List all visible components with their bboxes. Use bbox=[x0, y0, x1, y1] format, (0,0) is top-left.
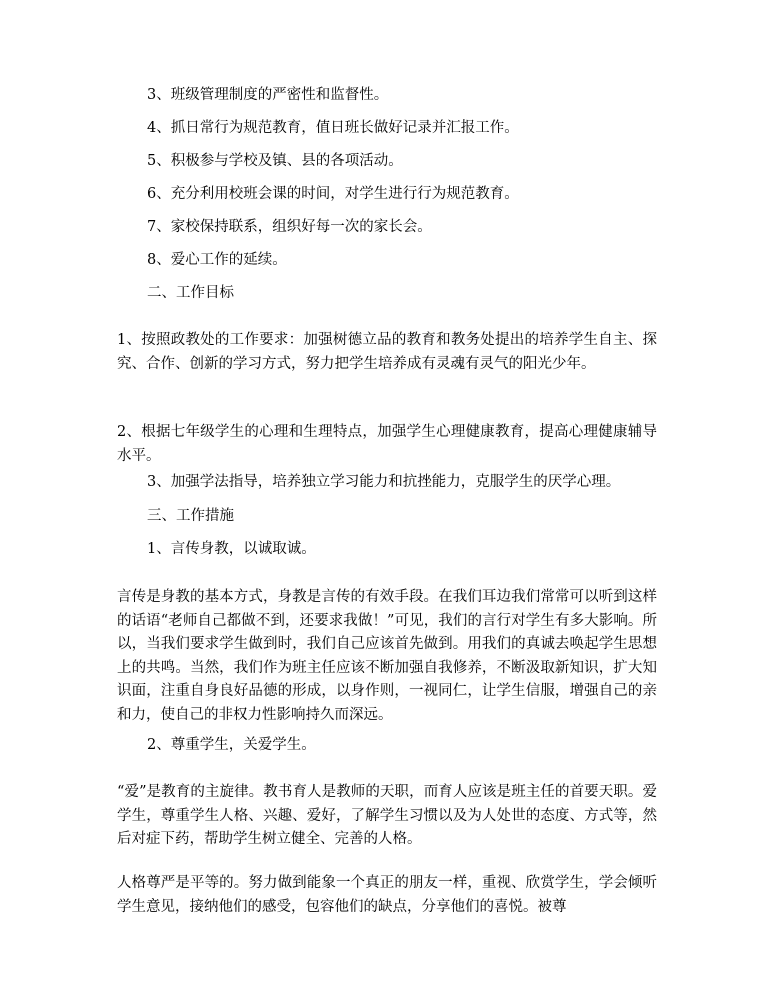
section-heading-goals: 二、工作目标 bbox=[147, 285, 234, 301]
goal-paragraph-2: 2、根据七年级学生的心理和生理特点，加强学生心理健康教育，提高心理健康辅导水平。 bbox=[117, 424, 657, 464]
measure-2-paragraph-2: 人格尊严是平等的。努力做到能象一个真正的朋友一样，重视、欣赏学生，学会倾听学生意见，接纳他们的感受，包容他们的缺点，分享他们的喜悦。被尊 bbox=[117, 875, 657, 915]
measure-1-title: 1、言传身教，以诚取诚。 bbox=[147, 541, 316, 557]
measure-1-paragraph: 言传是身教的基本方式，身教是言传的有效手段。在我们耳边我们常常可以听到这样的话语“老师自己都做不到，还要求我做！”可见，我们的言行对学生有多大影响。所以，当我们要求学生做到时，我们自己应该首先做到。用我们的真诚去唤起学生思想上的共鸣。当然，我们作为班主任应该不断加强自我修养，不断汲取新知识，扩大知识面，注重自身良好品德的形成，以身作则，一视同仁，让学生信服，增强自己的亲和力，使自己的非权力性影响持久而深远。 bbox=[117, 589, 657, 723]
list-item: 8、爱心工作的延续。 bbox=[147, 252, 287, 268]
section-heading-measures: 三、工作措施 bbox=[147, 508, 234, 524]
list-item: 4、抓日常行为规范教育，值日班长做好记录并汇报工作。 bbox=[147, 120, 519, 136]
list-item: 5、积极参与学校及镇、县的各项活动。 bbox=[147, 153, 403, 169]
measure-2-title: 2、尊重学生，关爱学生。 bbox=[147, 737, 316, 753]
list-item: 6、充分利用校班会课的时间，对学生进行行为规范教育。 bbox=[147, 186, 519, 202]
list-item: 7、家校保持联系，组织好每一次的家长会。 bbox=[147, 219, 432, 235]
measure-2-paragraph-1: “爱”是教育的主旋律。教书育人是教师的天职，而育人应该是班主任的首要天职。爱学生，尊重学生人格、兴趣、爱好，了解学生习惯以及为人处世的态度、方式等，然后对症下药，帮助学生树立健全、完善的人格。 bbox=[117, 784, 657, 847]
goal-item-3: 3、加强学法指导，培养独立学习能力和抗挫能力，克服学生的厌学心理。 bbox=[147, 474, 621, 490]
list-item: 3、班级管理制度的严密性和监督性。 bbox=[147, 87, 389, 103]
goal-paragraph-1: 1、按照政教处的工作要求：加强树德立品的教育和教务处提出的培养学生自主、探究、合作、创新的学习方式，努力把学生培养成有灵魂有灵气的阳光少年。 bbox=[117, 332, 657, 372]
